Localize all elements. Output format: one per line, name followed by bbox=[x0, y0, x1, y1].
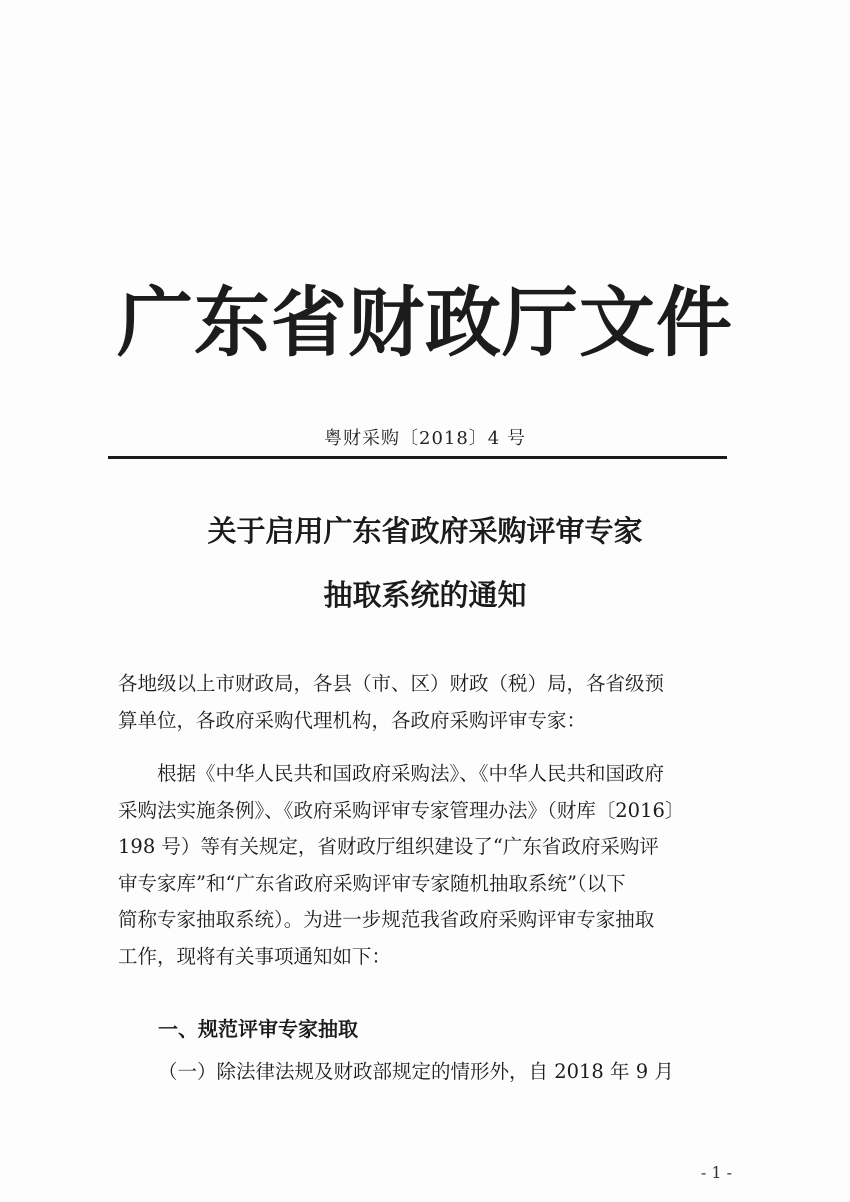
paragraph-line: 采购法实施条例》、《政府采购评审专家管理办法》（财库〔2016〕 bbox=[118, 798, 685, 822]
recipients-line: 算单位，各政府采购代理机构，各政府采购评审专家： bbox=[118, 708, 587, 732]
document-header-title: 广东省财政厅文件 bbox=[117, 278, 733, 367]
header-divider bbox=[108, 456, 727, 459]
page-number: - 1 - bbox=[700, 1163, 732, 1182]
recipients-line: 各地级以上市财政局，各县（市、区）财政（税）局，各省级预 bbox=[118, 672, 665, 695]
paragraph-line: 工作，现将有关事项通知如下： bbox=[118, 944, 392, 968]
document-number: 粤财采购〔2018〕4 号 bbox=[324, 428, 526, 449]
item-1-line: （一）除法律法规及财政部规定的情形外，自 2018 年 9 月 bbox=[158, 1060, 674, 1083]
paragraph-line: 根据《中华人民共和国政府采购法》、《中华人民共和国政府 bbox=[118, 762, 665, 785]
notice-title-line-2: 抽取系统的通知 bbox=[323, 578, 527, 612]
paragraph-1 bbox=[118, 756, 733, 975]
paragraph-line: 简称专家抽取系统）。为进一步规范我省政府采购评审专家抽取 bbox=[118, 908, 655, 931]
recipients-block bbox=[118, 666, 733, 739]
paragraph-line: 审专家库”和“广东省政府采购评审专家随机抽取系统”（以下 bbox=[118, 871, 626, 895]
section-heading-1: 一、规范评审专家抽取 bbox=[158, 1017, 358, 1041]
paragraph-line: 198 号）等有关规定，省财政厅组织建设了“广东省政府采购评 bbox=[118, 835, 659, 858]
notice-title-line-1: 关于启用广东省政府采购评审专家 bbox=[207, 514, 643, 548]
